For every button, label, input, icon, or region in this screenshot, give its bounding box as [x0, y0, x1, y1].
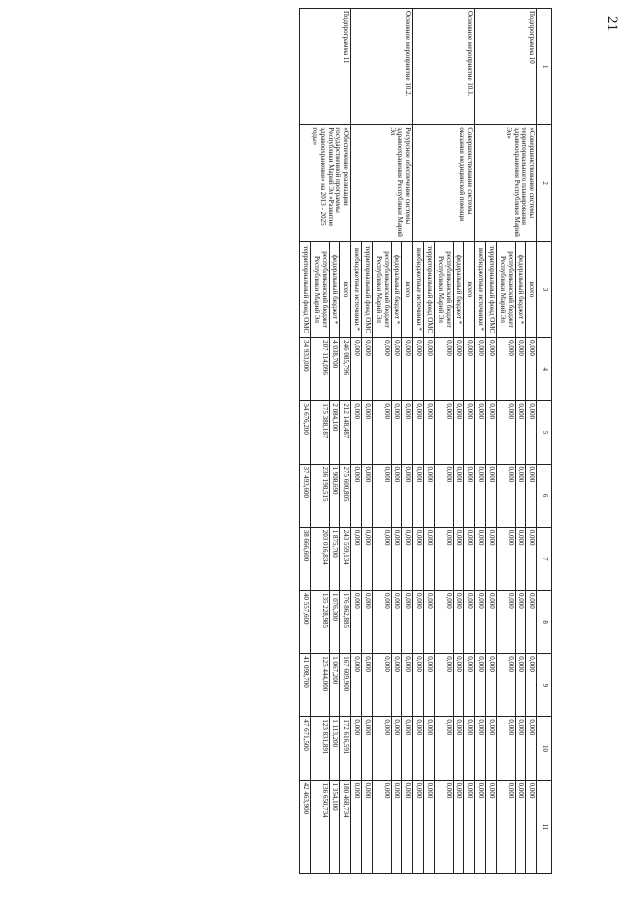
amount-cell: 0,000: [351, 338, 362, 401]
amount-cell: 0,000: [526, 780, 537, 873]
amount-cell: 0,000: [496, 780, 515, 873]
amount-cell: 1 076,300: [329, 590, 340, 653]
amount-cell: 0,000: [351, 654, 362, 717]
column-number: 5: [537, 401, 552, 464]
amount-cell: 34 933,000: [300, 338, 311, 401]
budget-table: [299, 8, 552, 874]
amount-cell: 0,000: [362, 464, 373, 527]
amount-cell: 40 557,600: [300, 590, 311, 653]
amount-cell: 0,000: [402, 401, 413, 464]
amount-cell: 0,000: [402, 590, 413, 653]
amount-cell: 0,000: [351, 464, 362, 527]
amount-cell: 0,000: [391, 717, 402, 780]
amount-cell: 0,000: [372, 338, 391, 401]
amount-cell: 47 671,500: [300, 717, 311, 780]
amount-cell: 0,000: [475, 338, 486, 401]
amount-cell: 0,000: [475, 590, 486, 653]
funding-source: территориальный фонд ОМС: [362, 241, 373, 337]
funding-source: всего: [402, 241, 413, 337]
amount-cell: 180 468,734: [340, 780, 351, 873]
column-number: 3: [537, 241, 552, 337]
program-code: Основное мероприятие 10.2.: [351, 9, 413, 125]
amount-cell: 0,000: [464, 654, 475, 717]
amount-cell: 0,000: [453, 590, 464, 653]
amount-cell: 0,000: [351, 527, 362, 590]
amount-cell: 176 862,885: [340, 590, 351, 653]
amount-cell: 123 831,891: [310, 717, 329, 780]
amount-cell: 0,000: [526, 590, 537, 653]
amount-cell: 246 085,796: [340, 338, 351, 401]
amount-cell: 0,000: [362, 527, 373, 590]
amount-cell: 37 493,600: [300, 464, 311, 527]
funding-source: республиканский бюджет Республики Марий Эл: [496, 241, 515, 337]
amount-cell: 0,000: [391, 780, 402, 873]
amount-cell: 0,000: [464, 464, 475, 527]
amount-cell: 0,000: [434, 464, 453, 527]
amount-cell: 0,000: [351, 590, 362, 653]
amount-cell: 0,000: [391, 590, 402, 653]
funding-source: федеральный бюджет *: [329, 241, 340, 337]
column-number: 4: [537, 338, 552, 401]
amount-cell: 0,000: [496, 527, 515, 590]
amount-cell: 203 016,834: [310, 527, 329, 590]
amount-cell: 1 875,700: [329, 527, 340, 590]
amount-cell: 0,000: [453, 338, 464, 401]
amount-cell: 34 676,200: [300, 401, 311, 464]
funding-source: территориальный фонд ОМС: [300, 241, 311, 337]
amount-cell: 0,000: [372, 717, 391, 780]
amount-cell: 0,000: [362, 401, 373, 464]
funding-source: всего: [340, 241, 351, 337]
amount-cell: 0,000: [351, 780, 362, 873]
rotated-page: [100, 0, 639, 880]
funding-source: федеральный бюджет *: [453, 241, 464, 337]
amount-cell: 236 198,515: [310, 464, 329, 527]
amount-cell: 0,000: [434, 590, 453, 653]
amount-cell: 0,000: [402, 654, 413, 717]
amount-cell: 0,000: [475, 527, 486, 590]
program-code: Основное мероприятие 10.1.: [413, 9, 475, 125]
amount-cell: 0,000: [413, 527, 424, 590]
amount-cell: 0,000: [475, 780, 486, 873]
amount-cell: 4 038,700: [329, 338, 340, 401]
amount-cell: 0,000: [413, 401, 424, 464]
amount-cell: 0,000: [486, 401, 497, 464]
amount-cell: 0,000: [372, 401, 391, 464]
funding-source: внебюджетные источники *: [475, 241, 486, 337]
column-number: 7: [537, 527, 552, 590]
amount-cell: 0,000: [453, 401, 464, 464]
amount-cell: 0,000: [515, 338, 526, 401]
amount-cell: 0,000: [526, 654, 537, 717]
funding-source: всего: [526, 241, 537, 337]
amount-cell: 0,000: [464, 527, 475, 590]
amount-cell: 175 388,187: [310, 401, 329, 464]
amount-cell: 0,000: [424, 780, 435, 873]
amount-cell: 172 616,591: [340, 717, 351, 780]
amount-cell: 212 148,487: [340, 401, 351, 464]
amount-cell: 0,000: [372, 780, 391, 873]
amount-cell: 0,000: [372, 527, 391, 590]
amount-cell: 0,000: [464, 780, 475, 873]
amount-cell: 0,000: [402, 780, 413, 873]
amount-cell: 0,000: [526, 464, 537, 527]
amount-cell: 0,000: [413, 338, 424, 401]
column-number: 11: [537, 780, 552, 873]
column-number: 8: [537, 590, 552, 653]
amount-cell: 0,000: [496, 338, 515, 401]
amount-cell: 42 463,900: [300, 780, 311, 873]
amount-cell: 0,000: [475, 464, 486, 527]
amount-cell: 38 666,600: [300, 527, 311, 590]
amount-cell: 0,000: [362, 338, 373, 401]
amount-cell: 0,000: [424, 717, 435, 780]
amount-cell: 0,000: [424, 464, 435, 527]
amount-cell: 0,000: [515, 780, 526, 873]
amount-cell: 1 113,200: [329, 717, 340, 780]
funding-source: республиканский бюджет Республики Марий Эл: [310, 241, 329, 337]
amount-cell: 0,000: [515, 527, 526, 590]
amount-cell: 1 354,100: [329, 780, 340, 873]
amount-cell: 0,000: [496, 401, 515, 464]
amount-cell: 0,000: [453, 654, 464, 717]
amount-cell: 0,000: [515, 590, 526, 653]
amount-cell: 0,000: [486, 780, 497, 873]
amount-cell: 0,000: [486, 654, 497, 717]
amount-cell: 0,000: [424, 654, 435, 717]
amount-cell: 135 228,985: [310, 590, 329, 653]
amount-cell: 0,000: [424, 590, 435, 653]
amount-cell: 0,000: [515, 654, 526, 717]
funding-source: республиканский бюджет Республики Марий Эл: [434, 241, 453, 337]
column-number: 9: [537, 654, 552, 717]
amount-cell: 0,000: [362, 717, 373, 780]
column-number-row: [537, 9, 552, 874]
funding-source: федеральный бюджет *: [515, 241, 526, 337]
amount-cell: 0,000: [391, 401, 402, 464]
program-title: «Обеспечение реализации государственной программы Республики Марий Эл «Развитие здравоохранения» на 2013 - 2025 годы»: [300, 125, 351, 241]
amount-cell: 0,000: [486, 464, 497, 527]
amount-cell: 0,000: [402, 527, 413, 590]
amount-cell: 243 559,134: [340, 527, 351, 590]
amount-cell: 0,000: [391, 464, 402, 527]
amount-cell: 0,000: [362, 590, 373, 653]
amount-cell: 0,000: [464, 338, 475, 401]
funding-source: республиканский бюджет Республики Марий Эл: [372, 241, 391, 337]
amount-cell: 0,000: [402, 717, 413, 780]
amount-cell: 0,000: [351, 401, 362, 464]
funding-source: внебюджетные источники *: [351, 241, 362, 337]
program-code: Подпрограмма 11: [300, 9, 351, 125]
amount-cell: 0,000: [496, 590, 515, 653]
amount-cell: 0,000: [372, 654, 391, 717]
amount-cell: 0,000: [434, 338, 453, 401]
amount-cell: 0,000: [515, 717, 526, 780]
column-number: 1: [537, 9, 552, 125]
amount-cell: 0,000: [464, 590, 475, 653]
amount-cell: 0,000: [475, 654, 486, 717]
amount-cell: 0,000: [515, 464, 526, 527]
amount-cell: 0,000: [515, 401, 526, 464]
amount-cell: 0,000: [413, 464, 424, 527]
amount-cell: 41 098,700: [300, 654, 311, 717]
amount-cell: 207 114,096: [310, 338, 329, 401]
table-row: [340, 9, 351, 874]
amount-cell: 0,000: [475, 401, 486, 464]
amount-cell: 0,000: [362, 654, 373, 717]
amount-cell: 275 600,805: [340, 464, 351, 527]
amount-cell: 0,000: [453, 527, 464, 590]
amount-cell: 0,000: [464, 401, 475, 464]
funding-source: федеральный бюджет *: [391, 241, 402, 337]
table-row: [464, 9, 475, 874]
amount-cell: 0,000: [413, 717, 424, 780]
amount-cell: 0,000: [424, 401, 435, 464]
amount-cell: 0,000: [526, 401, 537, 464]
amount-cell: 0,000: [351, 717, 362, 780]
amount-cell: 0,000: [391, 527, 402, 590]
amount-cell: 0,000: [372, 590, 391, 653]
amount-cell: 2 084,100: [329, 401, 340, 464]
amount-cell: 167 609,900: [340, 654, 351, 717]
amount-cell: 0,000: [424, 527, 435, 590]
amount-cell: 1 908,690: [329, 464, 340, 527]
column-number: 6: [537, 464, 552, 527]
page-number: 21: [604, 16, 620, 31]
amount-cell: 0,000: [526, 338, 537, 401]
amount-cell: 0,000: [434, 654, 453, 717]
amount-cell: 0,000: [402, 338, 413, 401]
program-title: Совершенствование системы оказания медицинской помощи: [413, 125, 475, 241]
amount-cell: 0,000: [424, 338, 435, 401]
amount-cell: 0,000: [486, 527, 497, 590]
amount-cell: 0,000: [434, 717, 453, 780]
table-row: [526, 9, 537, 874]
amount-cell: 136 650,734: [310, 780, 329, 873]
amount-cell: 0,000: [413, 654, 424, 717]
funding-source: всего: [464, 241, 475, 337]
amount-cell: 0,000: [496, 654, 515, 717]
amount-cell: 0,000: [453, 464, 464, 527]
amount-cell: 0,000: [391, 654, 402, 717]
amount-cell: 0,000: [453, 780, 464, 873]
amount-cell: 0,000: [486, 590, 497, 653]
amount-cell: 0,000: [434, 401, 453, 464]
amount-cell: 0,000: [413, 590, 424, 653]
program-code: Подпрограмма 10: [475, 9, 537, 125]
amount-cell: 0,000: [464, 717, 475, 780]
amount-cell: 0,000: [434, 780, 453, 873]
amount-cell: 0,000: [486, 338, 497, 401]
amount-cell: 0,000: [486, 717, 497, 780]
amount-cell: 0,000: [434, 527, 453, 590]
program-title: «Совершенствование системы территориального планирования здравоохранения Республики Марий Эл»: [475, 125, 537, 241]
funding-source: территориальный фонд ОМС: [424, 241, 435, 337]
program-title: Ресурсное обеспечение системы здравоохранения Республики Марий Эл: [351, 125, 413, 241]
amount-cell: 0,000: [526, 717, 537, 780]
column-number: 10: [537, 717, 552, 780]
amount-cell: 0,000: [391, 338, 402, 401]
amount-cell: 0,000: [496, 717, 515, 780]
amount-cell: 0,000: [475, 717, 486, 780]
table-row: [402, 9, 413, 874]
amount-cell: 0,000: [372, 464, 391, 527]
funding-source: территориальный фонд ОМС: [486, 241, 497, 337]
amount-cell: 1 067,200: [329, 654, 340, 717]
amount-cell: 0,000: [413, 780, 424, 873]
amount-cell: 0,000: [496, 464, 515, 527]
amount-cell: 0,000: [526, 527, 537, 590]
funding-source: внебюджетные источники *: [413, 241, 424, 337]
amount-cell: 125 444,000: [310, 654, 329, 717]
amount-cell: 0,000: [453, 717, 464, 780]
amount-cell: 0,000: [362, 780, 373, 873]
column-number: 2: [537, 125, 552, 241]
amount-cell: 0,000: [402, 464, 413, 527]
